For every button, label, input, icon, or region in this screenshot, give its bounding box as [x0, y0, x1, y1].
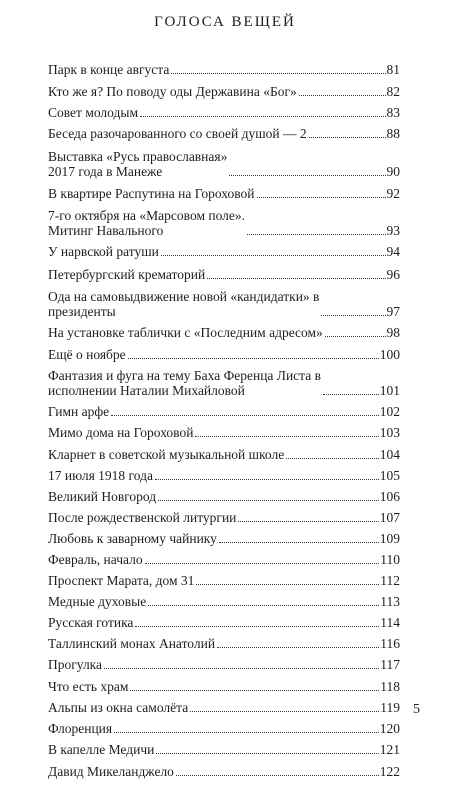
toc-entry-title-line: Проспект Марата, дом 31	[48, 573, 195, 588]
toc-entry	[48, 573, 400, 588]
toc-entry-title-line: Беседа разочарованного со своей душой — 2	[48, 126, 307, 141]
dot-leader	[176, 775, 379, 776]
toc-entry-title	[48, 325, 323, 340]
toc-entry-page-number: 88	[386, 126, 400, 141]
dot-leader	[219, 542, 379, 543]
toc-entry-title-line: 17 июля 1918 года	[48, 468, 153, 483]
dot-leader	[130, 690, 379, 691]
toc-entry	[48, 149, 400, 179]
toc-entry	[48, 267, 400, 282]
dot-leader	[257, 197, 386, 198]
dot-leader	[299, 95, 386, 96]
toc-entry-page-number: 103	[379, 425, 400, 440]
dot-leader	[148, 605, 379, 606]
toc-entry-title-line: У нарвской ратуши	[48, 244, 159, 259]
toc-entry	[48, 84, 400, 99]
dot-leader	[104, 668, 379, 669]
dot-leader	[145, 563, 380, 564]
toc-entry-page-number: 112	[380, 573, 400, 588]
toc-entry-page-number: 96	[386, 267, 400, 282]
toc-entry-page-number: 92	[386, 186, 400, 201]
toc-entry	[48, 289, 400, 319]
toc-entry-page-number: 98	[386, 325, 400, 340]
toc-entry-title-line: Альпы из окна самолёта	[48, 700, 189, 715]
toc-entry	[48, 468, 400, 483]
toc-entry-page-number: 107	[379, 510, 400, 525]
toc-entry-title-line: Русская готика	[48, 615, 134, 630]
toc-entry-page-number: 121	[379, 742, 400, 757]
dot-leader	[207, 278, 385, 279]
dot-leader	[286, 458, 379, 459]
toc-entry-title	[48, 721, 112, 736]
dot-leader	[140, 116, 385, 117]
toc-entry-title	[48, 700, 188, 715]
toc-entry-page-number: 122	[379, 764, 400, 779]
dot-leader	[135, 626, 379, 627]
toc-entry-title-line: В капелле Медичи	[48, 742, 155, 757]
dot-leader	[323, 394, 379, 395]
dot-leader	[190, 711, 379, 712]
toc-entry-page-number: 118	[380, 679, 400, 694]
dot-leader	[217, 647, 379, 648]
toc-entry-page-number: 83	[386, 105, 400, 120]
dot-leader	[158, 500, 379, 501]
toc-entry-title-line: 2017 года в Манеже	[48, 164, 163, 179]
dot-leader	[321, 315, 385, 316]
toc-entry	[48, 700, 400, 715]
dot-leader	[171, 73, 385, 74]
toc-entry-title-line: В квартире Распутина на Гороховой	[48, 186, 255, 201]
toc-entry-page-number: 93	[386, 223, 400, 238]
dot-leader	[238, 521, 378, 522]
toc-entry-page-number: 114	[380, 615, 400, 630]
toc-entry-title-line: Ещё о ноябре	[48, 347, 126, 362]
toc-entry-title	[48, 447, 284, 462]
dot-leader	[114, 732, 379, 733]
toc-entry-title	[48, 636, 215, 651]
toc-entry-title	[48, 615, 133, 630]
toc-entry-title	[48, 267, 205, 282]
dot-leader	[155, 479, 379, 480]
toc-entry-page-number: 120	[379, 721, 400, 736]
running-header: ГОЛОСА ВЕЩЕЙ	[154, 14, 296, 30]
toc-entry-title-line: Прогулка	[48, 657, 103, 672]
toc-entry	[48, 126, 400, 141]
dot-leader	[128, 358, 379, 359]
toc-entry-title-line: Флоренция	[48, 721, 113, 736]
toc-entry	[48, 447, 400, 462]
dot-leader	[196, 584, 379, 585]
toc-entry-title	[48, 552, 143, 567]
toc-entry-page-number: 97	[386, 304, 400, 319]
toc-entry-title	[48, 84, 297, 99]
toc-entry-title-line: Любовь к заварному чайнику	[48, 531, 217, 546]
dot-leader	[156, 753, 378, 754]
toc-entry-title	[48, 244, 159, 259]
toc-entry	[48, 347, 400, 362]
toc-entry	[48, 552, 400, 567]
toc-entry-page-number: 102	[379, 404, 400, 419]
table-of-contents	[48, 62, 400, 785]
toc-entry-page-number: 100	[379, 347, 400, 362]
toc-entry-title	[48, 62, 169, 77]
toc-entry-title-line: Ода на самовыдвижение новой «кандидатки» в	[48, 289, 320, 304]
toc-entry-title	[48, 105, 138, 120]
toc-entry-title-line: Фантазия и фуга на тему Баха Ференца Листа в	[48, 368, 321, 383]
toc-entry-title-line: Таллинский монах Анатолий	[48, 636, 216, 651]
toc-entry-title-line: Мимо дома на Гороховой	[48, 425, 194, 440]
dot-leader	[229, 175, 385, 176]
toc-entry-title	[48, 425, 193, 440]
toc-entry-page-number: 105	[379, 468, 400, 483]
toc-entry-title	[48, 510, 236, 525]
toc-entry-title	[48, 368, 321, 398]
toc-entry-page-number: 90	[386, 164, 400, 179]
toc-entry-title-line: Гимн арфе	[48, 404, 110, 419]
toc-entry	[48, 368, 400, 398]
toc-entry-title-line: Великий Новгород	[48, 489, 157, 504]
toc-entry-title	[48, 531, 217, 546]
toc-entry-title-line: Давид Микеланджело	[48, 764, 174, 779]
toc-entry-title-line: 7-го октября на «Марсовом поле».	[48, 208, 246, 223]
toc-entry-page-number: 119	[380, 700, 400, 715]
toc-entry-title-line: Митинг Навального	[48, 223, 164, 238]
toc-entry-title	[48, 573, 194, 588]
toc-entry	[48, 742, 400, 757]
toc-entry-page-number: 117	[380, 657, 400, 672]
toc-entry	[48, 510, 400, 525]
toc-entry-title	[48, 126, 307, 141]
toc-entry	[48, 404, 400, 419]
toc-entry	[48, 615, 400, 630]
toc-entry	[48, 531, 400, 546]
toc-entry	[48, 62, 400, 77]
toc-entry-title-line: исполнении Наталии Михайловой	[48, 383, 245, 398]
toc-entry-title-line: Кто же я? По поводу оды Державина «Бог»	[48, 84, 297, 99]
toc-entry-title	[48, 764, 174, 779]
toc-entry	[48, 425, 400, 440]
toc-entry	[48, 657, 400, 672]
page-number: 5	[413, 702, 420, 717]
toc-entry	[48, 679, 400, 694]
toc-entry-title-line: После рождественской литургии	[48, 510, 237, 525]
toc-entry	[48, 208, 400, 238]
toc-entry-page-number: 81	[386, 62, 400, 77]
toc-entry-title	[48, 657, 102, 672]
toc-entry	[48, 721, 400, 736]
toc-entry-title	[48, 679, 128, 694]
toc-entry-title-line: Выставка «Русь православная»	[48, 149, 228, 164]
toc-entry-title	[48, 404, 109, 419]
toc-entry-title	[48, 186, 255, 201]
dot-leader	[111, 415, 379, 416]
toc-entry-title-line: Что есть храм	[48, 679, 129, 694]
dot-leader	[195, 436, 378, 437]
toc-entry-page-number: 82	[386, 84, 400, 99]
toc-entry-title	[48, 149, 227, 179]
toc-entry-title-line: президенты	[48, 304, 116, 319]
toc-entry-title-line: Медные духовые	[48, 594, 147, 609]
toc-entry-page-number: 116	[380, 636, 400, 651]
toc-entry-page-number: 110	[380, 552, 400, 567]
toc-entry-title	[48, 347, 126, 362]
toc-entry	[48, 186, 400, 201]
dot-leader	[161, 255, 386, 256]
toc-entry	[48, 105, 400, 120]
toc-entry-page-number: 104	[379, 447, 400, 462]
toc-entry-title	[48, 208, 245, 238]
toc-entry-title	[48, 742, 154, 757]
toc-entry-title-line: Кларнет в советской музыкальной школе	[48, 447, 285, 462]
toc-entry-title-line: Февраль, начало	[48, 552, 143, 567]
toc-entry	[48, 489, 400, 504]
toc-entry-page-number: 101	[379, 383, 400, 398]
toc-entry-title-line: Петербургский крематорий	[48, 267, 206, 282]
toc-entry-title	[48, 289, 319, 319]
toc-entry-title-line: Совет молодым	[48, 105, 139, 120]
dot-leader	[325, 336, 386, 337]
dot-leader	[247, 234, 385, 235]
toc-entry	[48, 244, 400, 259]
toc-entry-page-number: 109	[379, 531, 400, 546]
toc-entry-title-line: На установке таблички с «Последним адресом»	[48, 325, 323, 340]
toc-entry	[48, 594, 400, 609]
toc-entry	[48, 636, 400, 651]
dot-leader	[309, 137, 386, 138]
toc-entry-page-number: 113	[380, 594, 400, 609]
toc-entry	[48, 764, 400, 779]
toc-entry-title-line: Парк в конце августа	[48, 62, 170, 77]
toc-entry-title	[48, 594, 146, 609]
toc-entry-title	[48, 489, 156, 504]
toc-entry	[48, 325, 400, 340]
toc-entry-title	[48, 468, 153, 483]
toc-entry-page-number: 106	[379, 489, 400, 504]
toc-entry-page-number: 94	[386, 244, 400, 259]
